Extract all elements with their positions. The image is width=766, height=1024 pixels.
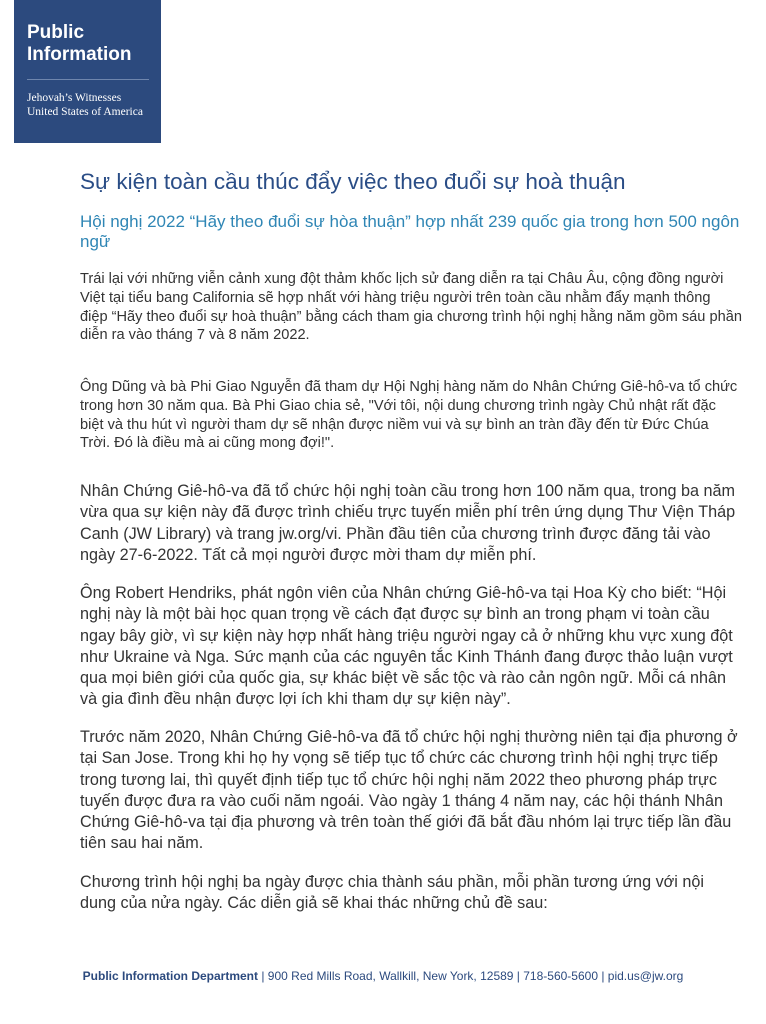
footer-contact-details: | 900 Red Mills Road, Wallkill, New York, 12589 | 718-560-5600 | pid.us@jw.org [258,969,684,983]
body-paragraph-2: Ông Dũng và bà Phi Giao Nguyễn đã tham dự Hội Nghị hàng năm do Nhân Chứng Giê-hô-va tổ chức trong hơn 30 năm qua. Bà Phi Giao chia sẻ, "Với tôi, nội dung chương trình ngày Chủ nhật rất đặc biệt và thu hút vì người tham dự sẽ nhận được niềm vui và sự bình an tràn đầy đến từ Đức Chúa Trời. Đó là điều mà ai cũng mong đợi!". [80,379,738,452]
body-paragraph-6: Chương trình hội nghị ba ngày được chia thành sáu phần, mỗi phần tương ứng với nội dung của nửa ngày. Các diễn giả sẽ khai thác những chủ đề sau: [80,873,704,913]
subheadline: Hội nghị 2022 “Hãy theo đuổi sự hòa thuận” hợp nhất 239 quốc gia trong hơn 500 ngôn ngữ [80,212,740,251]
body-paragraph-5: Trước năm 2020, Nhân Chứng Giê-hô-va đã tổ chức hội nghị thường niên tại địa phương ở tại San Jose. Trong khi họ hy vọng sẽ tiếp tục tổ chức các chương trình hội nghị trực tiếp trong tương lai, thì quyết định tiếp tục tổ chức hội nghị năm 2022 theo phương pháp trực tuyến được đưa ra vào cuối năm ngoái. Vào ngày 1 tháng 4 năm nay, các hội thánh Nhân Chứng Giê-hô-va tại địa phương và trên toàn thế giới đã bắt đầu nhóm lại trực tiếp lần đầu tiên sau hai năm. [80,728,738,853]
logo-org-line2: United States of America [27,106,143,118]
logo-divider [27,79,149,80]
body-paragraph-3: Nhân Chứng Giê-hô-va đã tổ chức hội nghị toàn cầu trong hơn 100 năm qua, trong ba năm vừa qua sự kiện này đã được trình chiếu trực tuyến miễn phí trên ứng dụng Thư Viện Tháp Canh (JW Library) và trang jw.org/vi. Phần đầu tiên của chương trình được đăng tải vào ngày 27-6-2022. Tất cả mọi người được mời tham dự miễn phí. [80,482,736,564]
footer-department: Public Information Department [82,969,259,983]
headline: Sự kiện toàn cầu thúc đẩy việc theo đuổi sự hoà thuận [80,169,626,194]
logo-title [27,22,149,66]
logo-title-line2: Information [27,44,132,65]
logo-org-line1: Jehovah’s Witnesses [27,92,122,104]
body-paragraph-4: Ông Robert Hendriks, phát ngôn viên của Nhân chứng Giê-hô-va tại Hoa Kỳ cho biết: “Hội nghị này là một bài học quan trọng về cách đạt được sự bình an trong phạm vi toàn cầu ngay bây giờ, vì sự kiện này hợp nhất hàng triệu người ngay cả ở những khu vực xung đột như Ukraine và Nga. Sức mạnh của các nguyên tắc Kinh Thánh đang được thảo luận vượt qua mọi biên giới của quốc gia, sự khác biệt về sắc tộc và rào cản ngôn ngữ. Mỗi cá nhân và gia đình đều nhận được lợi ích khi tham dự sự kiện này”. [80,584,733,709]
logo-title-line1: Public [27,22,85,43]
page-footer [0,968,766,984]
logo-organization [27,91,149,119]
body-paragraph-1: Trái lại với những viễn cảnh xung đột thảm khốc lịch sử đang diễn ra tại Châu Âu, cộng đồng người Việt tại tiểu bang California sẽ hợp nhất với hàng triệu người trên toàn cầu nhằm đẩy mạnh thông điệp “Hãy theo đuổi sự hoà thuận” bằng cách tham gia chương trình hội nghị hằng năm gồm sáu phần diễn ra vào tháng 7 và 8 năm 2022. [80,271,742,344]
public-information-logo [14,0,161,143]
